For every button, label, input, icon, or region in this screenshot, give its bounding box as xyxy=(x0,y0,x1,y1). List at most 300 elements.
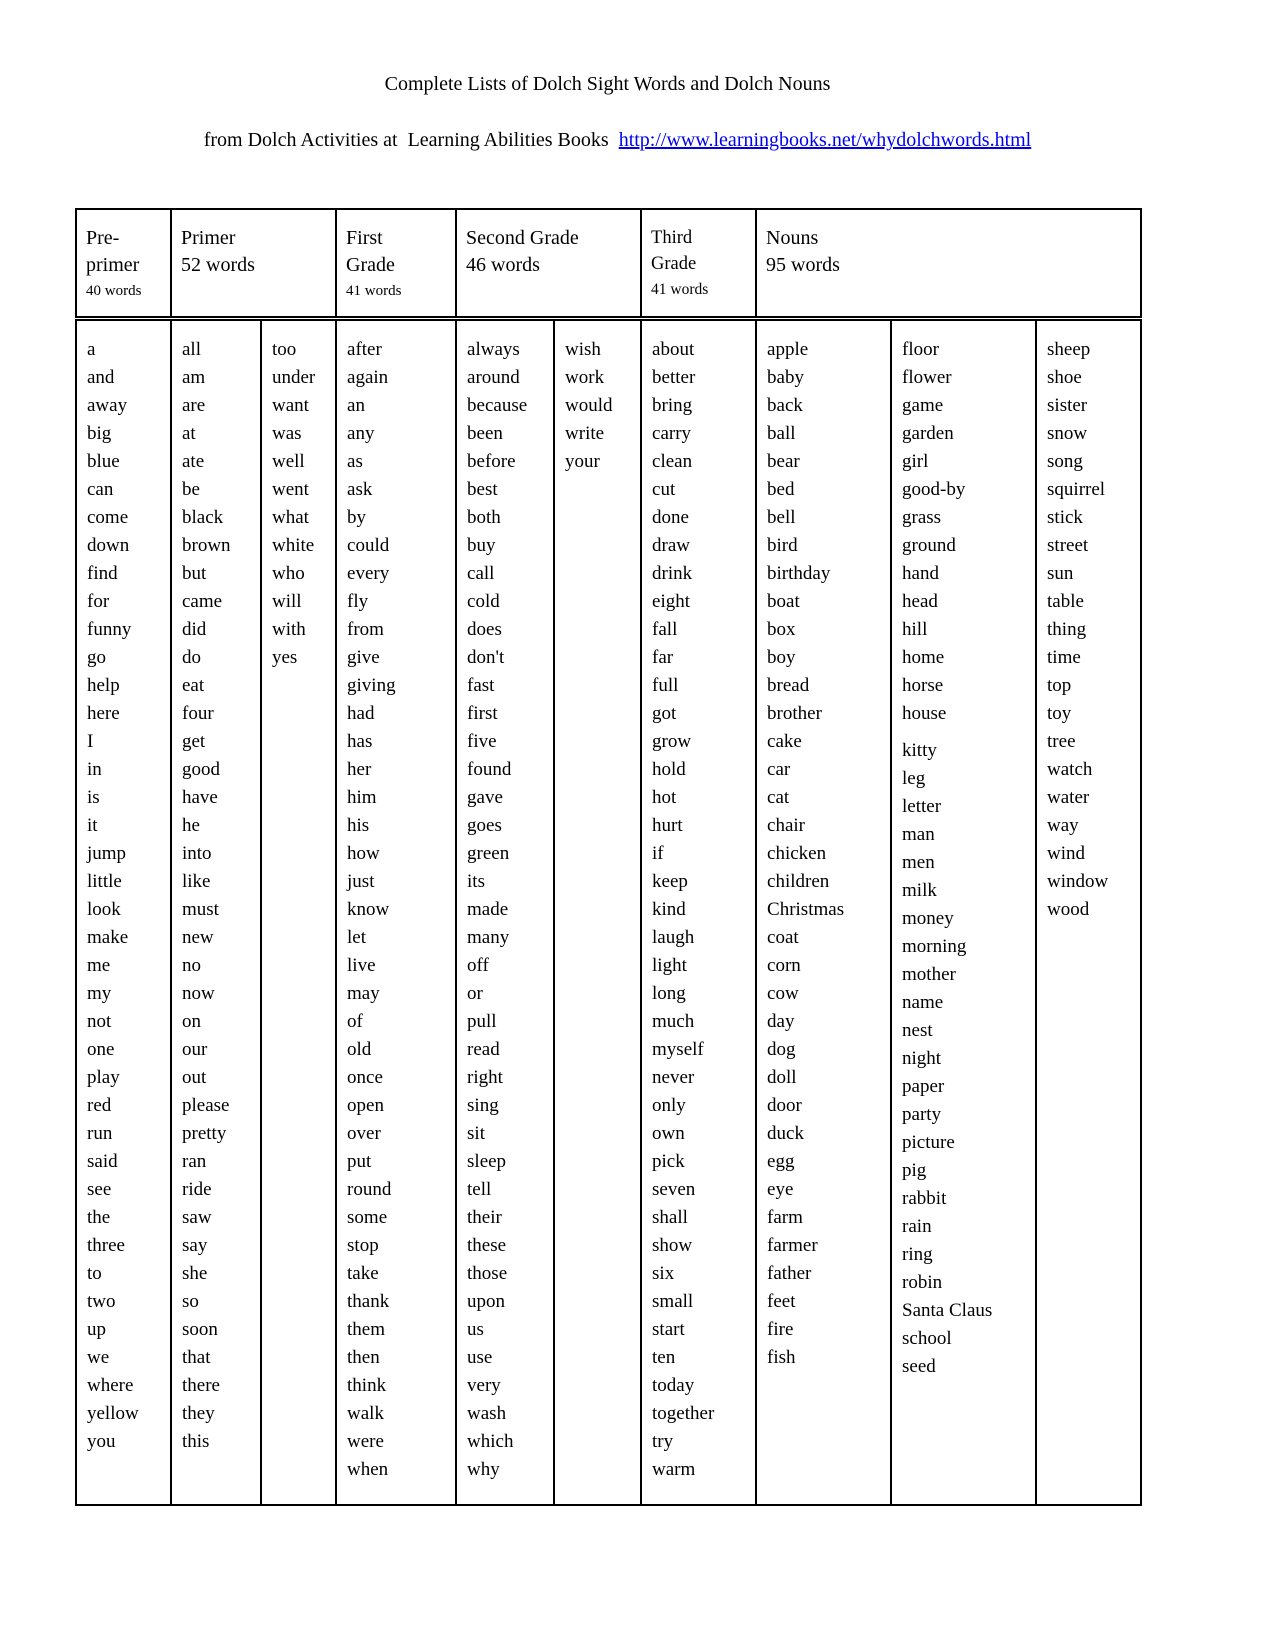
word-item: wind xyxy=(1047,843,1086,864)
word-item: much xyxy=(652,1011,695,1032)
word-item: that xyxy=(182,1347,211,1368)
word-list-nouns-1 xyxy=(767,336,888,1372)
word-item: made xyxy=(467,899,509,920)
word-item: play xyxy=(87,1067,120,1088)
word-item: flower xyxy=(902,367,952,388)
word-item: nest xyxy=(902,1020,933,1041)
word-item: door xyxy=(767,1095,802,1116)
word-item: grow xyxy=(652,731,692,752)
word-item: go xyxy=(87,647,106,668)
word-item: but xyxy=(182,563,207,584)
word-item: pretty xyxy=(182,1123,227,1144)
word-item: may xyxy=(347,983,380,1004)
word-item: carry xyxy=(652,423,692,444)
word-item: hill xyxy=(902,619,928,640)
word-item: name xyxy=(902,992,944,1013)
word-item: garden xyxy=(902,423,954,444)
word-item: sing xyxy=(467,1095,499,1116)
word-item: hurt xyxy=(652,815,683,836)
word-item: saw xyxy=(182,1207,212,1228)
word-item: grass xyxy=(902,507,942,528)
word-item: warm xyxy=(652,1459,696,1480)
word-item: ball xyxy=(767,423,796,444)
word-item: letter xyxy=(902,796,942,817)
word-item: an xyxy=(347,395,365,416)
word-item: both xyxy=(467,507,501,528)
word-item: say xyxy=(182,1235,208,1256)
word-item: time xyxy=(1047,647,1081,668)
word-item: children xyxy=(767,871,830,892)
word-item: ate xyxy=(182,451,205,472)
word-item: be xyxy=(182,479,200,500)
word-item: ring xyxy=(902,1244,933,1265)
word-item: boy xyxy=(767,647,796,668)
column-first-grade xyxy=(336,319,456,1506)
word-item: get xyxy=(182,731,206,752)
word-item: let xyxy=(347,927,367,948)
word-item: with xyxy=(272,619,306,640)
word-list-primer-1 xyxy=(182,336,258,1456)
word-item: after xyxy=(347,339,382,360)
word-item: thing xyxy=(1047,619,1087,640)
word-item: new xyxy=(182,927,214,948)
word-item: have xyxy=(182,787,218,808)
word-item: brother xyxy=(767,703,822,724)
word-item: of xyxy=(347,1011,363,1032)
word-item: Santa Claus xyxy=(902,1300,993,1321)
word-item: clean xyxy=(652,451,693,472)
word-item: wood xyxy=(1047,899,1090,920)
word-item: think xyxy=(347,1375,387,1396)
word-item: tree xyxy=(1047,731,1076,752)
column-nouns-3 xyxy=(1036,319,1141,1506)
word-item: bread xyxy=(767,675,810,696)
word-item: don't xyxy=(467,647,505,668)
word-item: far xyxy=(652,647,674,668)
word-item: egg xyxy=(767,1151,795,1172)
word-item: run xyxy=(87,1123,113,1144)
word-item: had xyxy=(347,703,375,724)
header-word-count: 95 words xyxy=(766,254,840,276)
word-item: round xyxy=(347,1179,392,1200)
word-item: horse xyxy=(902,675,944,696)
word-item: men xyxy=(902,852,935,873)
header-third-grade xyxy=(641,209,756,319)
word-item: ground xyxy=(902,535,956,556)
word-item: would xyxy=(565,395,613,416)
header-nouns xyxy=(756,209,1141,319)
word-item: bring xyxy=(652,395,693,416)
word-item: about xyxy=(652,339,695,360)
word-item: shoe xyxy=(1047,367,1082,388)
column-nouns-2 xyxy=(891,319,1036,1506)
word-item: goes xyxy=(467,815,502,836)
word-item: eat xyxy=(182,675,205,696)
word-item: there xyxy=(182,1375,220,1396)
word-item: out xyxy=(182,1067,207,1088)
word-item: man xyxy=(902,824,935,845)
word-item: keep xyxy=(652,871,688,892)
word-item: you xyxy=(87,1431,116,1452)
word-item: take xyxy=(347,1263,379,1284)
word-item: drink xyxy=(652,563,693,584)
word-item: school xyxy=(902,1328,952,1349)
table-header-row xyxy=(76,209,1141,319)
word-item: seven xyxy=(652,1179,696,1200)
word-item: very xyxy=(467,1375,501,1396)
word-item: girl xyxy=(902,451,929,472)
word-item: came xyxy=(182,591,223,612)
column-second-grade-2 xyxy=(554,319,641,1506)
word-item: hold xyxy=(652,759,686,780)
word-item: done xyxy=(652,507,689,528)
word-item: was xyxy=(272,423,302,444)
word-item: to xyxy=(87,1263,102,1284)
word-item: big xyxy=(87,423,112,444)
word-item: its xyxy=(467,871,485,892)
word-item: brown xyxy=(182,535,231,556)
word-item: off xyxy=(467,955,489,976)
word-item: thank xyxy=(347,1291,390,1312)
word-item: who xyxy=(272,563,305,584)
word-item: no xyxy=(182,955,201,976)
word-item: cow xyxy=(767,983,799,1004)
word-item: today xyxy=(652,1375,695,1396)
word-item: were xyxy=(347,1431,384,1452)
word-item: jump xyxy=(87,843,127,864)
word-list-second-grade-2 xyxy=(565,336,638,476)
word-item: duck xyxy=(767,1123,804,1144)
word-item: tell xyxy=(467,1179,492,1200)
word-item: write xyxy=(565,423,605,444)
word-item: window xyxy=(1047,871,1109,892)
word-item: now xyxy=(182,983,215,1004)
header-word-count: 40 words xyxy=(86,283,142,299)
page-title: Complete Lists of Dolch Sight Words and Dolch Nouns xyxy=(384,73,831,95)
word-item: by xyxy=(347,507,367,528)
word-item: game xyxy=(902,395,944,416)
word-item: old xyxy=(347,1039,372,1060)
word-item: look xyxy=(87,899,121,920)
word-item: draw xyxy=(652,535,691,556)
word-item: work xyxy=(565,367,605,388)
word-item: how xyxy=(347,843,380,864)
word-item: are xyxy=(182,395,206,416)
header-title-line: Pre- xyxy=(86,227,120,249)
word-item: way xyxy=(1047,815,1079,836)
header-title-line: primer xyxy=(86,254,140,276)
word-item: start xyxy=(652,1319,685,1340)
word-item: sit xyxy=(467,1123,485,1144)
word-item: home xyxy=(902,647,945,668)
word-item: been xyxy=(467,423,503,444)
header-title-line: Grade xyxy=(651,254,697,274)
word-item: full xyxy=(652,675,679,696)
word-item: every xyxy=(347,563,390,584)
word-item: picture xyxy=(902,1132,955,1153)
word-item: sun xyxy=(1047,563,1074,584)
word-item: me xyxy=(87,955,111,976)
word-item: their xyxy=(467,1207,502,1228)
word-item: first xyxy=(467,703,498,724)
word-item: give xyxy=(347,647,380,668)
word-item: live xyxy=(347,955,376,976)
page-subtitle xyxy=(75,98,1140,182)
word-item: corn xyxy=(767,955,801,976)
word-item: the xyxy=(87,1207,111,1228)
column-third-grade xyxy=(641,319,756,1506)
column-primer-1 xyxy=(171,319,261,1506)
word-item: bell xyxy=(767,507,796,528)
header-title-line: Primer xyxy=(181,227,236,249)
word-item: fly xyxy=(347,591,369,612)
dolch-words-link[interactable]: http://www.learningbooks.net/whydolchwords.html xyxy=(618,129,1032,151)
word-item: our xyxy=(182,1039,208,1060)
word-item: never xyxy=(652,1067,695,1088)
word-item: night xyxy=(902,1048,942,1069)
word-item: these xyxy=(467,1235,507,1256)
word-item: when xyxy=(347,1459,389,1480)
word-item: cold xyxy=(467,591,500,612)
word-item: she xyxy=(182,1263,208,1284)
word-item: myself xyxy=(652,1039,704,1060)
word-item: put xyxy=(347,1151,372,1172)
word-item: pull xyxy=(467,1011,497,1032)
header-first-grade xyxy=(336,209,456,319)
header-title-line: Nouns xyxy=(766,227,819,249)
word-item: good-by xyxy=(902,479,966,500)
word-item: black xyxy=(182,507,224,528)
word-item: them xyxy=(347,1319,386,1340)
word-item: or xyxy=(467,983,483,1004)
word-item: again xyxy=(347,367,389,388)
word-item: those xyxy=(467,1263,508,1284)
word-item: three xyxy=(87,1235,125,1256)
word-item: walk xyxy=(347,1403,384,1424)
word-item: do xyxy=(182,647,201,668)
word-item: rabbit xyxy=(902,1188,947,1209)
word-item: we xyxy=(87,1347,110,1368)
word-item: sheep xyxy=(1047,339,1091,360)
word-item: red xyxy=(87,1095,112,1116)
word-item: street xyxy=(1047,535,1089,556)
word-item: fish xyxy=(767,1347,796,1368)
word-item: feet xyxy=(767,1291,796,1312)
word-item: father xyxy=(767,1263,812,1284)
word-item: laugh xyxy=(652,927,695,948)
word-list-primer-2 xyxy=(272,336,333,672)
word-item: good xyxy=(182,759,220,780)
word-item: baby xyxy=(767,367,804,388)
word-item: some xyxy=(347,1207,388,1228)
word-item: water xyxy=(1047,787,1090,808)
word-item: better xyxy=(652,367,696,388)
word-item: right xyxy=(467,1067,503,1088)
word-item: eye xyxy=(767,1179,794,1200)
word-item: stick xyxy=(1047,507,1083,528)
word-item: white xyxy=(272,535,315,556)
word-item: own xyxy=(652,1123,685,1144)
word-item: is xyxy=(87,787,100,808)
word-item: sister xyxy=(1047,395,1088,416)
word-item: kind xyxy=(652,899,686,920)
word-item: like xyxy=(182,871,211,892)
word-item: I xyxy=(87,731,94,752)
header-word-count: 41 words xyxy=(346,283,402,299)
table-body-row xyxy=(76,319,1141,1506)
word-item: ten xyxy=(652,1347,676,1368)
word-item: what xyxy=(272,507,309,528)
word-item: from xyxy=(347,619,384,640)
word-item: why xyxy=(467,1459,500,1480)
word-item: snow xyxy=(1047,423,1088,444)
word-item: day xyxy=(767,1011,795,1032)
word-item: small xyxy=(652,1291,694,1312)
word-item: in xyxy=(87,759,102,780)
word-item: coat xyxy=(767,927,799,948)
word-item: apple xyxy=(767,339,809,360)
word-item: please xyxy=(182,1095,230,1116)
word-item: am xyxy=(182,367,206,388)
word-item: away xyxy=(87,395,128,416)
word-item: got xyxy=(652,703,677,724)
word-item: over xyxy=(347,1123,381,1144)
word-item: hot xyxy=(652,787,677,808)
word-item: leg xyxy=(902,768,926,789)
word-item: him xyxy=(347,787,377,808)
word-item: too xyxy=(272,339,297,360)
word-item: buy xyxy=(467,535,496,556)
word-item: together xyxy=(652,1403,715,1424)
header-title-line: Second Grade xyxy=(466,227,579,249)
word-item: fire xyxy=(767,1319,794,1340)
word-item: can xyxy=(87,479,114,500)
word-item: six xyxy=(652,1263,675,1284)
word-item: rain xyxy=(902,1216,932,1237)
word-item: which xyxy=(467,1431,514,1452)
word-item: birthday xyxy=(767,563,831,584)
word-item: said xyxy=(87,1151,118,1172)
word-item: my xyxy=(87,983,112,1004)
word-item: under xyxy=(272,367,316,388)
word-item: if xyxy=(652,843,664,864)
word-item: only xyxy=(652,1095,686,1116)
word-item: boat xyxy=(767,591,800,612)
word-item: table xyxy=(1047,591,1084,612)
word-item: head xyxy=(902,591,938,612)
word-item: did xyxy=(182,619,207,640)
header-pre-primer xyxy=(76,209,171,319)
word-item: he xyxy=(182,815,200,836)
word-item: top xyxy=(1047,675,1072,696)
word-item: her xyxy=(347,759,372,780)
word-item: all xyxy=(182,339,201,360)
word-item: ask xyxy=(347,479,373,500)
subtitle-text: from Dolch Activities at Learning Abilities Books xyxy=(203,129,619,151)
word-item: any xyxy=(347,423,375,444)
word-list-pre-primer xyxy=(87,336,168,1456)
word-item: stop xyxy=(347,1235,379,1256)
word-item: sleep xyxy=(467,1151,507,1172)
word-item: best xyxy=(467,479,498,500)
dolch-words-table xyxy=(75,208,1142,1506)
word-item: robin xyxy=(902,1272,943,1293)
word-item: then xyxy=(347,1347,380,1368)
word-item: farmer xyxy=(767,1235,818,1256)
word-item: soon xyxy=(182,1319,218,1340)
word-item: two xyxy=(87,1291,116,1312)
word-item: call xyxy=(467,563,495,584)
word-item: bird xyxy=(767,535,798,556)
document-page xyxy=(75,0,1140,1506)
word-item: house xyxy=(902,703,947,724)
word-item: could xyxy=(347,535,390,556)
word-item: ran xyxy=(182,1151,207,1172)
word-item: milk xyxy=(902,880,937,901)
word-item: car xyxy=(767,759,791,780)
word-item: song xyxy=(1047,451,1083,472)
word-item: many xyxy=(467,927,510,948)
word-item: green xyxy=(467,843,510,864)
word-item: money xyxy=(902,908,954,929)
word-item: doll xyxy=(767,1067,797,1088)
word-item: as xyxy=(347,451,363,472)
word-item: just xyxy=(347,871,375,892)
header-word-count: 46 words xyxy=(466,254,540,276)
word-item: see xyxy=(87,1179,112,1200)
word-item: ride xyxy=(182,1179,212,1200)
word-item: for xyxy=(87,591,110,612)
word-item: farm xyxy=(767,1207,803,1228)
word-item: once xyxy=(347,1067,383,1088)
word-item: not xyxy=(87,1011,112,1032)
word-item: always xyxy=(467,339,520,360)
word-item: try xyxy=(652,1431,674,1452)
word-item: know xyxy=(347,899,390,920)
word-item: one xyxy=(87,1039,115,1060)
word-item: cut xyxy=(652,479,676,500)
word-item: found xyxy=(467,759,512,780)
word-item: eight xyxy=(652,591,691,612)
word-item: on xyxy=(182,1011,201,1032)
word-list-third-grade xyxy=(652,336,753,1484)
word-item: paper xyxy=(902,1076,945,1097)
word-item: well xyxy=(272,451,305,472)
header-title-line: Grade xyxy=(346,254,395,276)
header-title-line: First xyxy=(346,227,383,249)
word-item: and xyxy=(87,367,115,388)
word-item: pig xyxy=(902,1160,927,1181)
word-item: toy xyxy=(1047,703,1072,724)
word-item: wish xyxy=(565,339,601,360)
word-item: it xyxy=(87,815,98,836)
word-list-first-grade xyxy=(347,336,453,1484)
word-item: your xyxy=(565,451,600,472)
word-item: at xyxy=(182,423,196,444)
word-item: fast xyxy=(467,675,495,696)
word-item: this xyxy=(182,1431,210,1452)
word-item: cat xyxy=(767,787,790,808)
word-item: dog xyxy=(767,1039,796,1060)
word-item: five xyxy=(467,731,497,752)
word-list-nouns-3 xyxy=(1047,336,1138,924)
word-item: yes xyxy=(272,647,298,668)
word-item: where xyxy=(87,1375,134,1396)
word-item: chair xyxy=(767,815,806,836)
word-item: long xyxy=(652,983,686,1004)
word-item: party xyxy=(902,1104,942,1125)
word-item: cake xyxy=(767,731,802,752)
